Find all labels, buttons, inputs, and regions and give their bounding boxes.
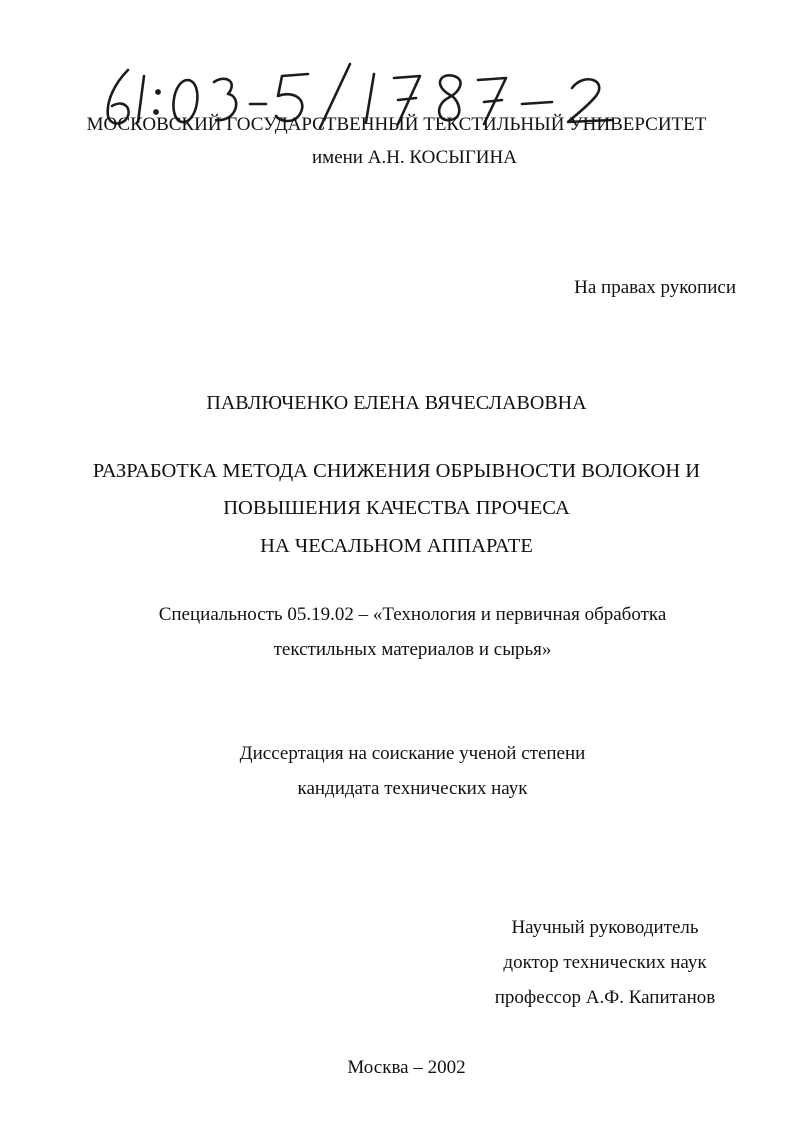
supervisor-line: Научный руководитель — [511, 917, 699, 938]
place-and-year: Москва – 2002 — [347, 1057, 466, 1078]
title-line: НА ЧЕСАЛЬНОМ АППАРАТЕ — [260, 535, 533, 557]
title-line: РАЗРАБОТКА МЕТОДА СНИЖЕНИЯ ОБРЫВНОСТИ ВОЛОКОН И — [92, 460, 701, 482]
specialty-line: текстильных материалов и сырья» — [273, 639, 552, 660]
university-name: МОСКОВСКИЙ ГОСУДАРСТВЕННЫЙ ТЕКСТИЛЬНЫЙ УНИВЕРСИТЕТ — [86, 114, 707, 135]
manuscript-rights: На правах рукописи — [574, 277, 736, 298]
supervisor-line: профессор А.Ф. Капитанов — [494, 987, 716, 1008]
degree-line: кандидата технических наук — [297, 778, 528, 799]
title-line: ПОВЫШЕНИЯ КАЧЕСТВА ПРОЧЕСА — [223, 497, 570, 519]
author-name: ПАВЛЮЧЕНКО ЕЛЕНА ВЯЧЕСЛАВОВНА — [206, 392, 587, 414]
specialty-line: Специальность 05.19.02 – «Технология и первичная обработка — [158, 604, 667, 625]
degree-line: Диссертация на соискание ученой степени — [239, 743, 586, 764]
supervisor-line: доктор технических наук — [503, 952, 707, 973]
university-named-after: имени А.Н. КОСЫГИНА — [312, 147, 517, 168]
